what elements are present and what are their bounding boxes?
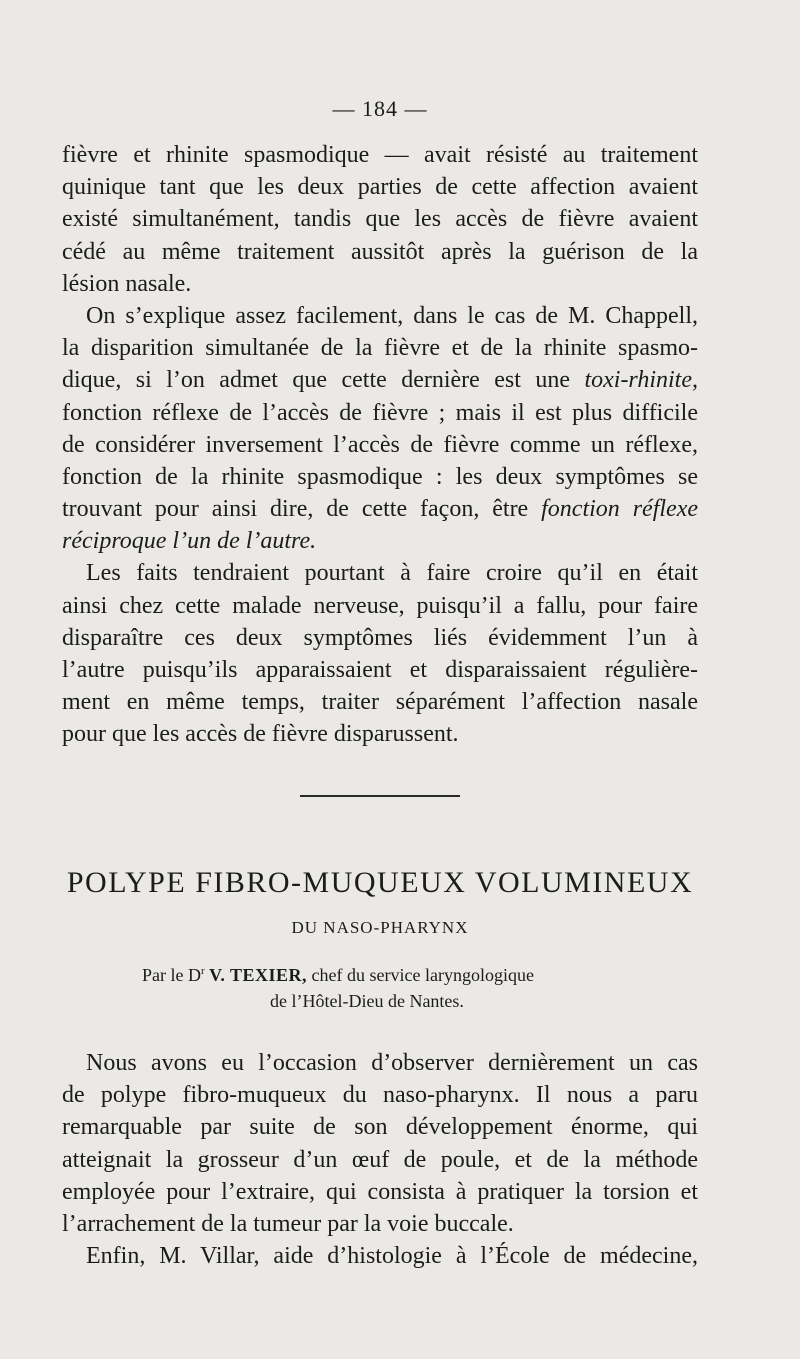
text-line: On s’explique assez facilement, dans le cas de M. Chappell, (86, 302, 698, 329)
text-line: pour que les accès de fièvre disparussent. (62, 721, 459, 748)
text-line: atteignait la grosseur d’un œuf de poule, et de la méthode (62, 1146, 698, 1173)
text-line: disparaître ces deux symptômes liés évidemment l’un à (62, 624, 698, 651)
text-line: lésion nasale. (62, 270, 192, 297)
byline (62, 962, 698, 1014)
text-line: fièvre et rhinite spasmodique — avait résisté au traitement (62, 142, 698, 168)
text-line: ainsi chez cette malade nerveuse, puisqu’il a fallu, pour faire (62, 592, 698, 619)
text-line: remarquable par suite de son développement énorme, qui (62, 1114, 698, 1141)
text-line: Enfin, M. Villar, aide d’histologie à l’École de médecine, (86, 1243, 698, 1270)
text-line: de considérer inversement l’accès de fièvre comme un réflexe, (62, 431, 698, 458)
author-role: chef du service laryngologique (311, 965, 534, 985)
text-line: la disparition simultanée de la fièvre et de la rhinite spasmo- (62, 335, 698, 362)
section-divider (300, 795, 460, 797)
text-line: réciproque l’un de l’autre. (62, 528, 317, 555)
text-line: fonction de la rhinite spasmodique : les deux symptômes se (62, 463, 698, 490)
text-line: l’arrachement de la tumeur par la voie buccale. (62, 1210, 514, 1237)
text-run: trouvant pour ainsi dire, de cette façon, être (62, 496, 542, 523)
text-line: quinique tant que les deux parties de cette affection avaient (62, 174, 698, 201)
byline-author-line (62, 962, 698, 988)
byline-sup: r (200, 965, 205, 977)
text-line: employée pour l’extraire, qui consista à pratiquer la torsion et (62, 1178, 698, 1205)
text-line: ment en même temps, traiter séparément l’affection nasale (62, 689, 698, 716)
article-subtitle: DU NASO-PHARYNX (291, 918, 469, 937)
text-line: l’autre puisqu’ils apparaissaient et disparaissaient régulière- (62, 657, 698, 683)
text-line: de polype fibro-muqueux du naso-pharynx. Il nous a paru (62, 1082, 698, 1109)
author-name: V. TEXIER, (209, 965, 308, 985)
section2-text (62, 1047, 698, 1272)
section1-text (62, 139, 698, 751)
author-affiliation: de l’Hôtel-Dieu de Nantes. (270, 991, 464, 1011)
text-line: Les faits tendraient pourtant à faire croire qu’il en était (86, 560, 698, 587)
text-line (62, 364, 698, 396)
text-line: cédé au même traitement aussitôt après la guérison de la (62, 238, 698, 265)
byline-prefix: Par le D (142, 965, 201, 985)
text-line: existé simultanément, tandis que les accès de fièvre avaient (62, 206, 698, 233)
article-title: POLYPE FIBRO-MUQUEUX VOLUMINEUX (66, 866, 694, 899)
text-line: Nous avons eu l’occasion d’observer dernièrement un cas (86, 1050, 698, 1076)
page-number: — 184 — (332, 96, 428, 121)
italic-term: fonction réflexe (541, 496, 698, 523)
text-line (62, 493, 698, 525)
text-line: fonction réflexe de l’accès de fièvre ; mais il est plus difficile (62, 399, 698, 426)
text-run: dique, si l’on admet que cette dernière est une (62, 367, 585, 394)
italic-term: toxi-rhinite, (584, 367, 698, 394)
